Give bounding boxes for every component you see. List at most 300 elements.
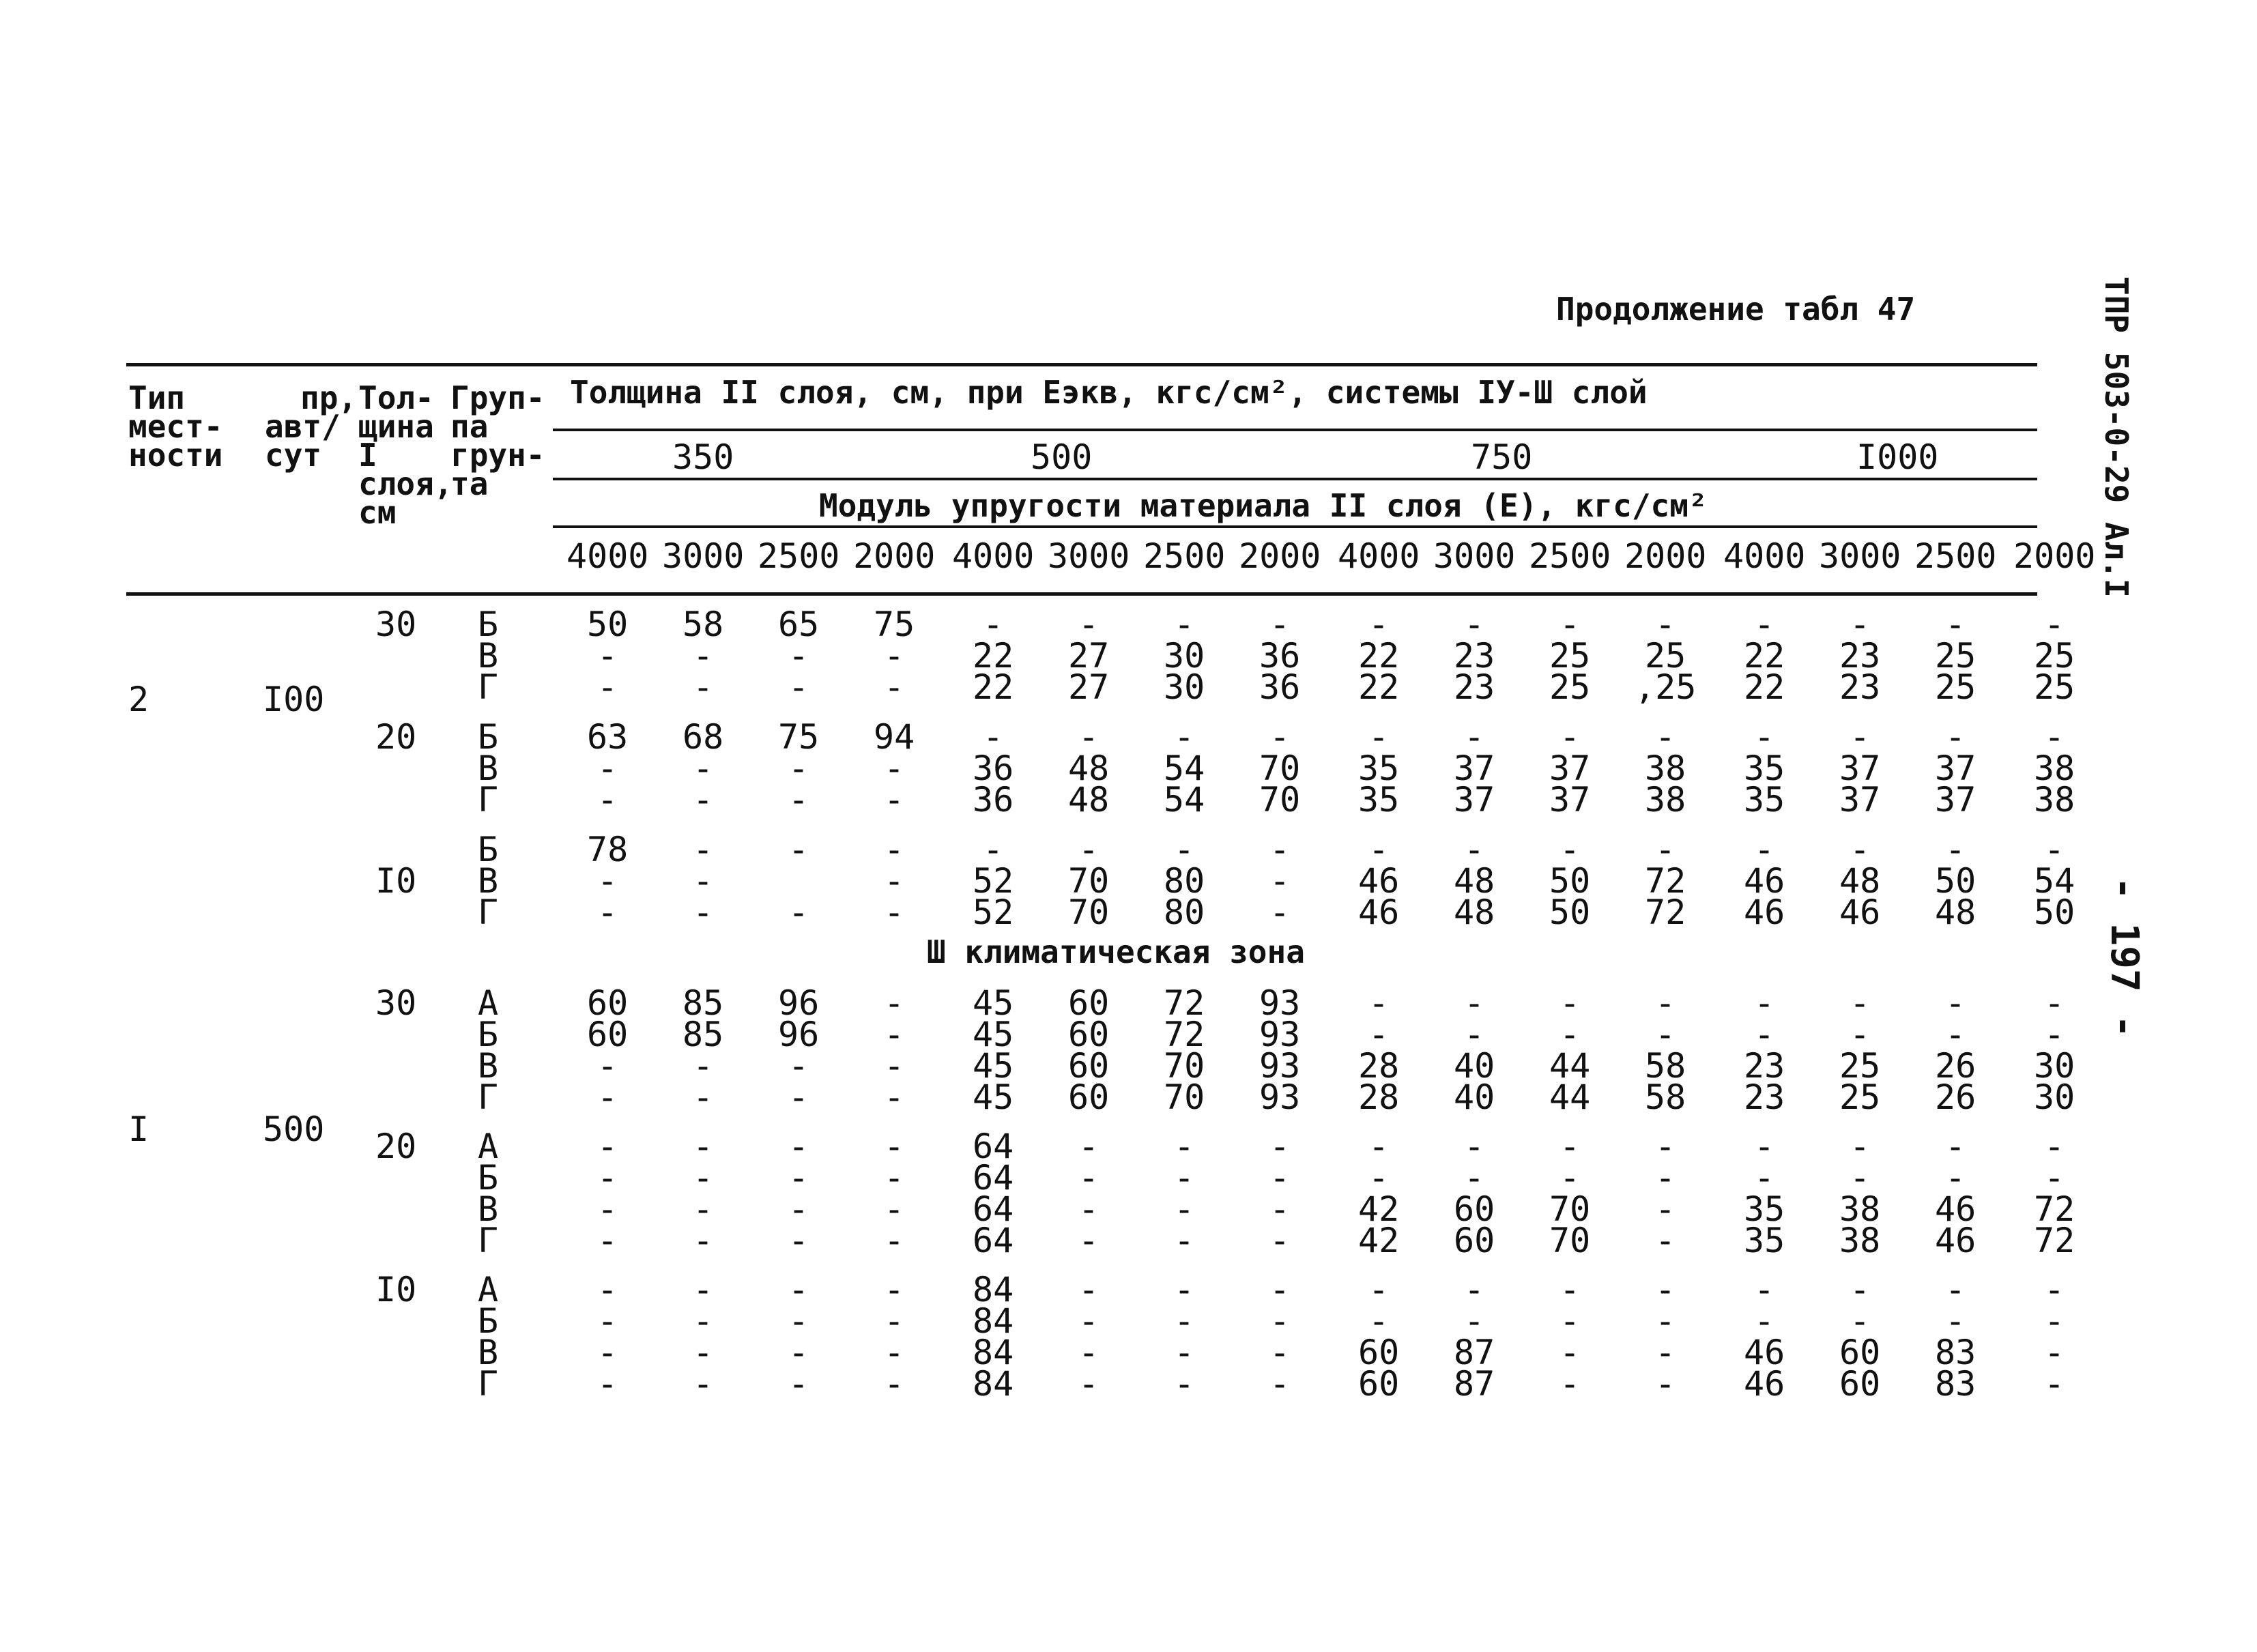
table-cell: 93 (1259, 1046, 1301, 1086)
table-cell: 72 (1164, 983, 1205, 1023)
table-cell: - (1464, 1301, 1485, 1341)
header-thickness: щина (358, 408, 434, 445)
header-thickness: I (358, 437, 377, 474)
table-cell: - (1174, 605, 1195, 644)
table-cell: 35 (1744, 1221, 1785, 1260)
table-cell: - (884, 1333, 905, 1372)
table-cell: - (597, 636, 618, 676)
table-cell: - (884, 1046, 905, 1086)
table-cell: - (884, 1270, 905, 1309)
table-cell: - (1945, 983, 1966, 1023)
table-cell: 45 (973, 983, 1014, 1023)
row-soil: А (478, 1270, 499, 1309)
table-cell: - (1269, 1301, 1291, 1341)
row-thickness: 30 (375, 605, 417, 644)
table-cell: - (693, 1158, 714, 1198)
table-cell: 37 (1935, 780, 1976, 820)
modulus-title: Модуль упругости материала II слоя (E), кгс/см² (819, 487, 1708, 524)
table-cell: - (788, 1127, 809, 1166)
table-cell: 87 (1454, 1364, 1495, 1404)
table-cell: - (884, 1189, 905, 1229)
modulus-bottom-rule (553, 525, 2037, 528)
row-thickness: 30 (375, 983, 417, 1023)
table-cell: - (1269, 605, 1291, 644)
table-cell: 60 (587, 1015, 629, 1054)
table-cell: 68 (682, 717, 724, 757)
table-cell: 45 (973, 1015, 1014, 1054)
row-type: 2 (128, 680, 149, 719)
table-cell: - (693, 861, 714, 901)
table-cell: - (1368, 1158, 1390, 1198)
table-cell: 37 (1839, 749, 1881, 788)
table-cell: - (1559, 1015, 1581, 1054)
modulus-value: 3000 (1433, 536, 1516, 576)
table-cell: 48 (1068, 749, 1110, 788)
row-soil: А (478, 1127, 499, 1166)
eekv-top-rule (553, 429, 2037, 431)
table-cell: 23 (1839, 667, 1881, 707)
table-cell: 38 (1839, 1189, 1881, 1229)
table-cell: 84 (973, 1364, 1014, 1404)
table-cell: - (1559, 1158, 1581, 1198)
table-cell: - (788, 780, 809, 820)
table-cell: 52 (973, 861, 1014, 901)
table-cell: 94 (874, 717, 915, 757)
table-cell: 23 (1454, 667, 1495, 707)
table-cell: - (1464, 983, 1485, 1023)
table-cell: - (1945, 605, 1966, 644)
table-cell: 35 (1358, 780, 1400, 820)
table-cell: 50 (1549, 893, 1591, 932)
table-cell: 22 (1744, 636, 1785, 676)
table-cell: - (2044, 1015, 2065, 1054)
table-cell: - (1078, 1270, 1099, 1309)
table-cell: 40 (1454, 1046, 1495, 1086)
table-cell: - (1174, 1301, 1195, 1341)
modulus-value: 2500 (1529, 536, 1611, 576)
table-cell: - (1655, 1270, 1676, 1309)
table-cell: 46 (1358, 861, 1400, 901)
table-cell: - (597, 1333, 618, 1372)
table-cell: - (597, 1189, 618, 1229)
table-cell: 52 (973, 893, 1014, 932)
table-cell: 72 (1645, 861, 1686, 901)
table-cell: 60 (1454, 1189, 1495, 1229)
table-cell: - (2044, 983, 2065, 1023)
table-cell: - (884, 667, 905, 707)
table-cell: 70 (1259, 749, 1301, 788)
table-cell: - (1655, 1301, 1676, 1341)
table-cell: 93 (1259, 1077, 1301, 1117)
table-cell: 42 (1358, 1189, 1400, 1229)
table-cell: - (1945, 717, 1966, 757)
table-cell: - (1269, 1333, 1291, 1372)
row-soil: А (478, 983, 499, 1023)
table-cell: 70 (1164, 1077, 1205, 1117)
table-cell: - (1078, 1301, 1099, 1341)
table-cell: 64 (973, 1158, 1014, 1198)
row-traffic: I00 (263, 680, 325, 719)
table-cell: - (788, 1364, 809, 1404)
table-cell: - (1078, 1333, 1099, 1372)
table-cell: - (1850, 983, 1871, 1023)
table-cell: 37 (1454, 749, 1495, 788)
table-cell: ,25 (1635, 667, 1697, 707)
table-cell: 72 (1645, 893, 1686, 932)
modulus-value: 3000 (1819, 536, 1901, 576)
table-cell: - (1559, 717, 1581, 757)
table-cell: 30 (2034, 1077, 2075, 1117)
modulus-value: 2500 (758, 536, 840, 576)
header-thickness: слоя, (358, 465, 453, 502)
table-cell: - (597, 893, 618, 932)
table-cell: - (884, 1077, 905, 1117)
table-cell: 26 (1935, 1046, 1976, 1086)
table-cell: - (1269, 1189, 1291, 1229)
modulus-value: 2500 (1143, 536, 1226, 576)
row-soil: Б (478, 1301, 499, 1341)
table-cell: - (1754, 717, 1775, 757)
table-cell: 25 (1839, 1046, 1881, 1086)
row-soil: Г (478, 1364, 499, 1404)
table-cell: - (1174, 1158, 1195, 1198)
table-cell: 78 (587, 830, 629, 869)
table-cell: - (1078, 1221, 1099, 1260)
table-cell: 38 (1645, 780, 1686, 820)
table-cell: - (1174, 1364, 1195, 1404)
table-cell: 37 (1549, 780, 1591, 820)
table-cell: - (1655, 717, 1676, 757)
table-cell: 93 (1259, 1015, 1301, 1054)
table-caption: Продолжение табл 47 (1556, 291, 1916, 328)
row-thickness: I0 (375, 861, 417, 901)
table-cell: 38 (1839, 1221, 1881, 1260)
table-cell: 46 (1839, 893, 1881, 932)
table-cell: - (693, 1364, 714, 1404)
table-cell: - (788, 1077, 809, 1117)
table-cell: - (693, 780, 714, 820)
table-cell: - (1945, 1301, 1966, 1341)
table-cell: 64 (973, 1127, 1014, 1166)
eekv-value: I000 (1856, 437, 1939, 477)
table-cell: - (597, 1158, 618, 1198)
modulus-value: 2500 (1914, 536, 1997, 576)
table-cell: 72 (2034, 1189, 2075, 1229)
table-cell: - (788, 1158, 809, 1198)
table-cell: 50 (1935, 861, 1976, 901)
table-cell: - (1078, 605, 1099, 644)
table-cell: 46 (1935, 1189, 1976, 1229)
table-cell: - (1559, 830, 1581, 869)
table-cell: 25 (1549, 636, 1591, 676)
table-cell: 22 (973, 636, 1014, 676)
table-cell: - (1850, 1015, 1871, 1054)
table-cell: - (1850, 830, 1871, 869)
table-cell: - (1850, 1301, 1871, 1341)
table-cell: - (1368, 830, 1390, 869)
table-cell: - (1269, 1270, 1291, 1309)
table-cell: 36 (973, 749, 1014, 788)
table-cell: - (1850, 1158, 1871, 1198)
row-soil: В (478, 749, 499, 788)
table-cell: - (1850, 1270, 1871, 1309)
table-cell: - (693, 1189, 714, 1229)
table-cell: - (788, 1333, 809, 1372)
table-cell: - (597, 749, 618, 788)
table-cell: 22 (1358, 667, 1400, 707)
table-cell: - (788, 893, 809, 932)
header-soil: та (450, 465, 489, 502)
table-cell: 84 (973, 1301, 1014, 1341)
table-cell: 46 (1935, 1221, 1976, 1260)
table-cell: - (1269, 717, 1291, 757)
table-cell: - (1174, 1221, 1195, 1260)
table-cell: - (884, 636, 905, 676)
table-cell: 60 (1068, 1046, 1110, 1086)
row-soil: В (478, 1046, 499, 1086)
eekv-value: 750 (1471, 437, 1533, 477)
table-cell: - (1655, 983, 1676, 1023)
table-cell: - (597, 1270, 618, 1309)
table-cell: 25 (1549, 667, 1591, 707)
table-cell: - (1174, 1127, 1195, 1166)
header-traffic: авт/ (265, 408, 341, 445)
table-cell: 70 (1068, 861, 1110, 901)
table-cell: 84 (973, 1333, 1014, 1372)
table-cell: - (1368, 1270, 1390, 1309)
table-cell: 50 (587, 605, 629, 644)
table-cell: - (2044, 1158, 2065, 1198)
table-cell: - (1174, 1270, 1195, 1309)
table-cell: - (597, 1364, 618, 1404)
table-cell: - (693, 636, 714, 676)
table-cell: - (693, 1127, 714, 1166)
table-cell: - (788, 1301, 809, 1341)
row-soil: В (478, 1189, 499, 1229)
modulus-value: 4000 (1723, 536, 1806, 576)
table-cell: 30 (1164, 667, 1205, 707)
table-cell: 36 (1259, 667, 1301, 707)
modulus-value: 2000 (853, 536, 936, 576)
table-cell: 85 (682, 983, 724, 1023)
table-cell: 83 (1935, 1333, 1976, 1372)
table-cell: 58 (1645, 1046, 1686, 1086)
table-cell: - (597, 1221, 618, 1260)
table-cell: 22 (973, 667, 1014, 707)
table-cell: - (1174, 1189, 1195, 1229)
table-cell: - (884, 1301, 905, 1341)
table-cell: - (884, 830, 905, 869)
table-cell: 96 (778, 983, 820, 1023)
table-cell: - (788, 749, 809, 788)
table-cell: 60 (1358, 1333, 1400, 1372)
table-cell: 60 (1068, 1077, 1110, 1117)
table-cell: 40 (1454, 1077, 1495, 1117)
header-soil: па (450, 408, 489, 445)
table-cell: 45 (973, 1077, 1014, 1117)
header-type: Тип (128, 379, 186, 416)
table-cell: 65 (778, 605, 820, 644)
table-cell: - (1269, 1364, 1291, 1404)
table-cell: - (693, 749, 714, 788)
header-type: ности (128, 437, 223, 474)
table-cell: - (1368, 605, 1390, 644)
table-cell: - (597, 1046, 618, 1086)
table-cell: - (2044, 1301, 2065, 1341)
table-cell: 60 (1839, 1333, 1881, 1372)
table-cell: 58 (1645, 1077, 1686, 1117)
table-cell: - (1655, 1158, 1676, 1198)
row-soil: Б (478, 605, 499, 644)
table-cell: - (2044, 1127, 2065, 1166)
modulus-value: 4000 (566, 536, 649, 576)
table-cell: - (2044, 717, 2065, 757)
table-cell: - (1655, 1333, 1676, 1372)
table-cell: 70 (1549, 1221, 1591, 1260)
page-number: - 197 - (2102, 877, 2146, 1039)
table-cell: - (597, 1301, 618, 1341)
table-cell: - (788, 1046, 809, 1086)
table-cell: 36 (1259, 636, 1301, 676)
table-cell: - (1850, 1127, 1871, 1166)
table-cell: - (2044, 1270, 2065, 1309)
table-cell: - (1559, 1127, 1581, 1166)
table-cell: 37 (1839, 780, 1881, 820)
table-cell: 72 (1164, 1015, 1205, 1054)
table-cell: 46 (1358, 893, 1400, 932)
table-cell: - (693, 1046, 714, 1086)
table-cell: 54 (2034, 861, 2075, 901)
table-cell: - (693, 1301, 714, 1341)
table-cell: 87 (1454, 1333, 1495, 1372)
table-cell: - (1655, 605, 1676, 644)
table-cell: - (1559, 983, 1581, 1023)
table-cell: - (1269, 1158, 1291, 1198)
table-cell: 80 (1164, 893, 1205, 932)
table-cell: - (788, 1270, 809, 1309)
table-cell: 60 (1839, 1364, 1881, 1404)
table-cell: - (1655, 1127, 1676, 1166)
table-cell: 60 (1454, 1221, 1495, 1260)
table-cell: 64 (973, 1189, 1014, 1229)
table-cell: - (1945, 1158, 1966, 1198)
header-thickness: см (358, 494, 397, 531)
row-soil: Г (478, 780, 499, 820)
table-cell: 85 (682, 1015, 724, 1054)
table-cell: - (1269, 861, 1291, 901)
table-cell: - (788, 667, 809, 707)
table-cell: - (597, 780, 618, 820)
table-cell: - (1754, 1301, 1775, 1341)
table-cell: - (693, 1077, 714, 1117)
table-cell: 28 (1358, 1046, 1400, 1086)
table-cell: - (1269, 893, 1291, 932)
row-thickness: 20 (375, 1127, 417, 1166)
document-code: ТПР 503-0-29 Ал.I (2098, 276, 2135, 598)
table-cell: - (1078, 1364, 1099, 1404)
table-cell: - (1368, 1127, 1390, 1166)
row-soil: Б (478, 717, 499, 757)
table-cell: 70 (1259, 780, 1301, 820)
table-cell: - (884, 861, 905, 901)
table-cell: 46 (1744, 893, 1785, 932)
eekv-bottom-rule (553, 478, 2037, 480)
table-cell: - (884, 749, 905, 788)
modulus-value: 2000 (1624, 536, 1707, 576)
table-cell: 60 (1358, 1364, 1400, 1404)
modulus-value: 3000 (662, 536, 745, 576)
table-cell: - (1464, 1015, 1485, 1054)
table-cell: - (884, 1127, 905, 1166)
row-soil: В (478, 636, 499, 676)
row-soil: Г (478, 1221, 499, 1260)
header-traffic: пр, (300, 379, 358, 416)
table-cell: 35 (1744, 1189, 1785, 1229)
header-bottom-rule (126, 592, 2037, 596)
header-soil: Груп- (450, 379, 545, 416)
row-soil: Б (478, 1158, 499, 1198)
table-cell: - (1655, 1189, 1676, 1229)
table-cell: - (1368, 717, 1390, 757)
table-cell: 46 (1744, 1333, 1785, 1372)
table-cell: - (1754, 1158, 1775, 1198)
table-cell: 44 (1549, 1046, 1591, 1086)
table-cell: - (2044, 830, 2065, 869)
table-cell: - (1559, 1301, 1581, 1341)
zone-label: Ш климатическая зона (927, 933, 1305, 970)
table-cell: - (788, 636, 809, 676)
table-cell: - (1174, 830, 1195, 869)
table-cell: - (1945, 1270, 1966, 1309)
table-cell: 58 (682, 605, 724, 644)
table-cell: - (597, 861, 618, 901)
table-cell: 75 (778, 717, 820, 757)
table-cell: 45 (973, 1046, 1014, 1086)
table-cell: - (1368, 983, 1390, 1023)
table-cell: 42 (1358, 1221, 1400, 1260)
table-cell: - (1754, 605, 1775, 644)
row-soil: В (478, 861, 499, 901)
row-soil: В (478, 1333, 499, 1372)
header-top-rule (126, 363, 2037, 366)
table-cell: - (788, 1221, 809, 1260)
table-cell: - (1754, 1127, 1775, 1166)
table-cell: 37 (1935, 749, 1976, 788)
table-cell: 72 (2034, 1221, 2075, 1260)
table-cell: 25 (1935, 667, 1976, 707)
modulus-value: 4000 (952, 536, 1035, 576)
table-cell: 22 (1744, 667, 1785, 707)
table-cell: 70 (1549, 1189, 1591, 1229)
table-cell: 48 (1454, 893, 1495, 932)
table-cell: - (1174, 717, 1195, 757)
table-cell: 35 (1744, 749, 1785, 788)
table-cell: - (1850, 717, 1871, 757)
table-cell: 54 (1164, 780, 1205, 820)
table-cell: 46 (1744, 861, 1785, 901)
table-cell: - (1655, 830, 1676, 869)
table-cell: 23 (1744, 1046, 1785, 1086)
table-cell: 50 (2034, 893, 2075, 932)
table-cell: 75 (874, 605, 915, 644)
table-cell: 36 (973, 780, 1014, 820)
table-cell: - (1464, 1127, 1485, 1166)
table-cell: 30 (1164, 636, 1205, 676)
table-cell: - (1464, 605, 1485, 644)
row-soil: Б (478, 830, 499, 869)
table-cell: 44 (1549, 1077, 1591, 1117)
row-type: I (128, 1110, 149, 1149)
